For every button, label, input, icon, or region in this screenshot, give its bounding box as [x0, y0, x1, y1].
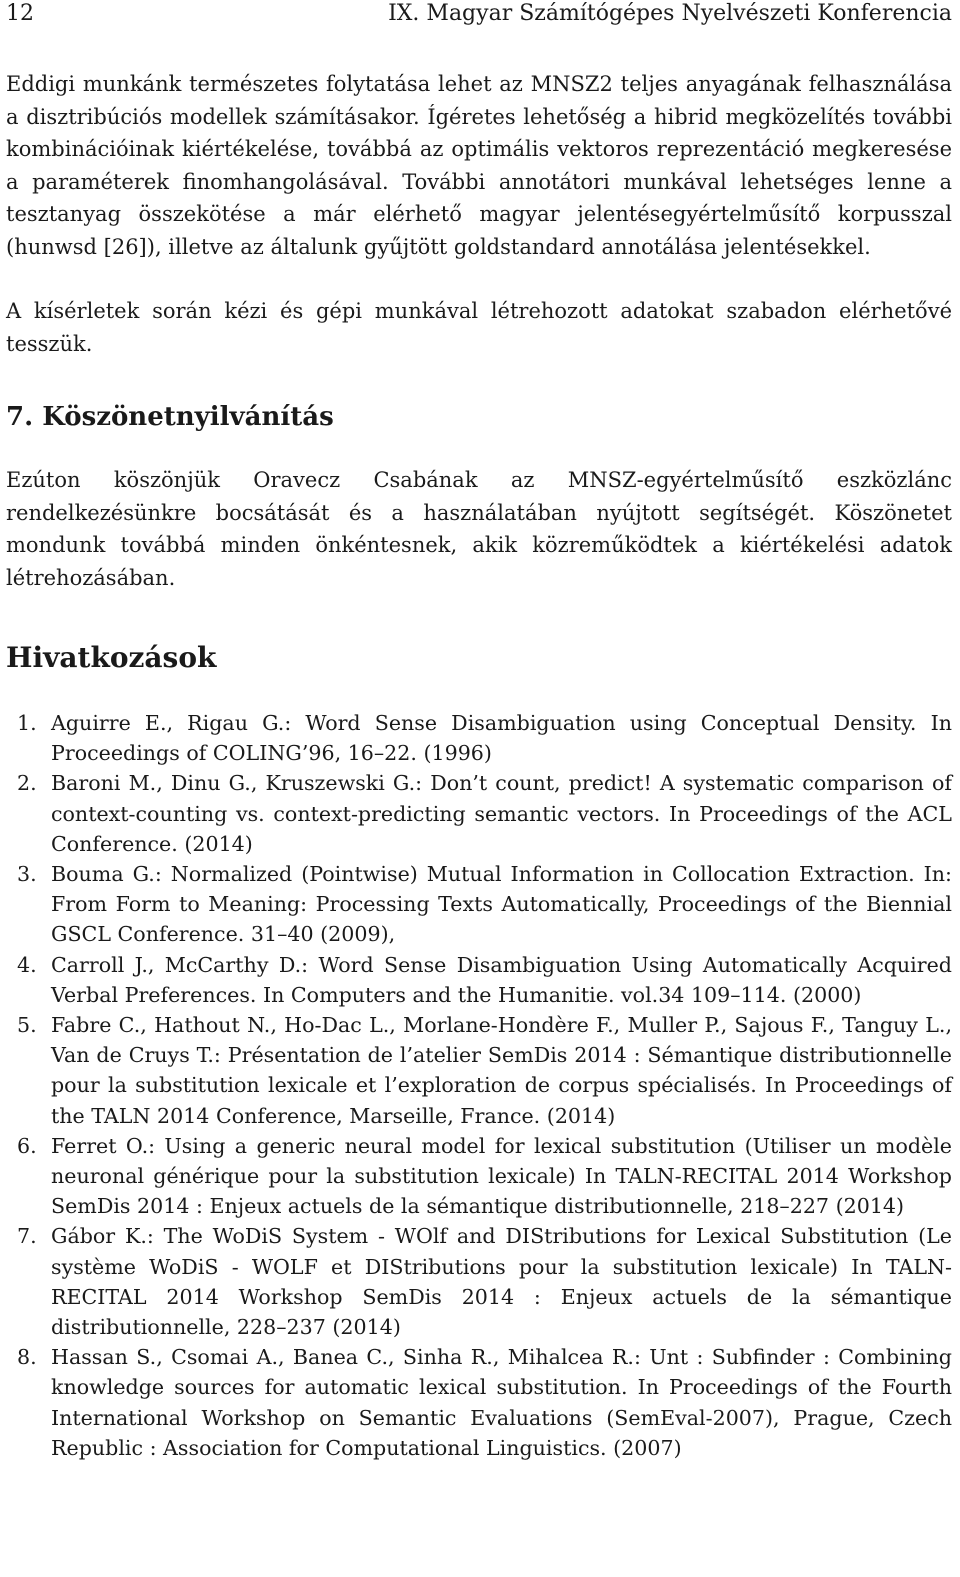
reference-number: 1.	[17, 711, 37, 735]
reference-item	[6, 708, 952, 768]
reference-text: Gábor K.: The WoDiS System - WOlf and DIStributions for Lexical Substitution (Le système WoDiS - WOLF et DIStributions pour la substitution lexicale) In TALN-RECITAL 2014 Workshop SemDis 2014 : Enjeux actuels de la sémantique distributionnelle, 228–237 (2014)	[51, 1224, 952, 1340]
body-paragraph	[6, 295, 952, 360]
reference-item	[6, 1131, 952, 1222]
body-paragraph	[6, 464, 952, 594]
references-heading: Hivatkozások	[6, 641, 217, 674]
reference-number: 4.	[17, 952, 37, 977]
reference-item	[6, 950, 952, 1010]
running-head	[6, 0, 952, 36]
conference-title: IX. Magyar Számítógépes Nyelvészeti Konferencia	[388, 1, 952, 26]
reference-list	[6, 708, 952, 1463]
reference-number: 2.	[17, 771, 37, 796]
reference-number: 3.	[17, 862, 37, 887]
reference-item	[6, 1010, 952, 1131]
reference-number: 5.	[17, 1013, 37, 1038]
reference-item	[6, 859, 952, 950]
reference-text: Hassan S., Csomai A., Banea C., Sinha R., Mihalcea R.: Unt : Subfinder : Combining knowledge sources for automatic lexical substitution. In Proceedings of the Fourth International Workshop on Semantic Evaluations (SemEval-2007), Prague, Czech Republic : Association for Computational Linguistics. (2007)	[51, 1345, 952, 1460]
reference-text: Baroni M., Dinu G., Kruszewski G.: Don’t count, predict! A systematic comparison of context-counting vs. context-predicting semantic vectors. In Proceedings of the ACL Conference. (2014)	[51, 771, 952, 856]
reference-number: 8.	[17, 1345, 37, 1370]
reference-number: 7.	[17, 1224, 37, 1249]
paragraph-data-availability: A kísérletek során kézi és gépi munkával létrehozott adatokat szabadon elérhetővé tesszük.	[6, 299, 952, 356]
paragraph-acknowledgements: Ezúton köszönjük Oravecz Csabának az MNSZ-egyértelműsítő eszközlánc rendelkezésünkre bocsátását és a használatában nyújtott segítségét. Köszönetet mondunk továbbá minden önkéntesnek, akik közreműködtek a kiértékelési adatok létrehozásában.	[6, 468, 952, 590]
body-paragraph	[6, 68, 952, 263]
reference-text: Aguirre E., Rigau G.: Word Sense Disambiguation using Conceptual Density. In Proceedings of COLING’96, 16–22. (1996)	[51, 711, 952, 766]
reference-number: 6.	[17, 1133, 37, 1158]
reference-text: Ferret O.: Using a generic neural model for lexical substitution (Utiliser un modèle neuronal générique pour la substitution lexicale) In TALN-RECITAL 2014 Workshop SemDis 2014 : Enjeux actuels de la sémantique distributionnelle, 218–227 (2014)	[51, 1133, 952, 1219]
reference-text: Fabre C., Hathout N., Ho-Dac L., Morlane-Hondère F., Muller P., Sajous F., Tanguy L., Van de Cruys T.: Présentation de l’atelier SemDis 2014 : Sémantique distributionnelle pour la substitution lexicale et l’exploration de corpus spécialisés. In Proceedings of the TALN 2014 Conference, Marseille, France. (2014)	[51, 1013, 952, 1128]
reference-item	[6, 1221, 952, 1342]
reference-text: Carroll J., McCarthy D.: Word Sense Disambiguation Using Automatically Acquired Verbal Preferences. In Computers and the Humanitie. vol.34 109–114. (2000)	[51, 952, 952, 1007]
paragraph-future-work: Eddigi munkánk természetes folytatása lehet az MNSZ2 teljes anyagának felhasználása a disztribúciós modellek számításakor. Ígéretes lehetőség a hibrid megközelítés további kombinációinak kiértékelése, továbbá az optimális vektoros reprezentáció megkeresése a paraméterek finomhangolásával. További annotátori munkával lehetséges lenne a tesztanyag összekötése a már elérhető magyar jelentésegyértelműsítő korpusszal (hunwsd [26]), illetve az általunk gyűjtött goldstandard annotálása jelentésekkel.	[6, 72, 952, 259]
reference-item	[6, 768, 952, 859]
section-heading-acknowledgements: 7. Köszönetnyilvánítás	[6, 402, 334, 432]
page-number: 12	[6, 1, 34, 26]
paper-page	[6, 0, 952, 1463]
reference-item	[6, 1342, 952, 1463]
reference-text: Bouma G.: Normalized (Pointwise) Mutual Information in Collocation Extraction. In: From Form to Meaning: Processing Texts Automatically, Proceedings of the Biennial GSCL Conference. 31–40 (2009),	[51, 862, 952, 947]
